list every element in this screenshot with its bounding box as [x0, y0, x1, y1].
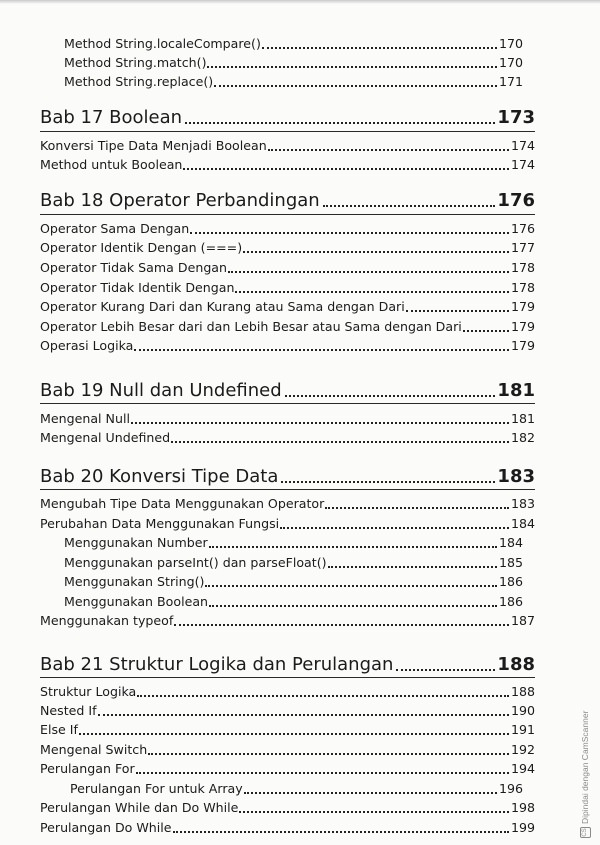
toc-entry-page: 194: [510, 761, 535, 776]
toc-entry: [40, 609, 535, 629]
chapter-heading: [40, 103, 535, 129]
toc-entry-page: 187: [510, 613, 535, 628]
dot-leader: [98, 714, 509, 716]
dot-leader: [174, 624, 509, 626]
toc-entry-page: 170: [498, 36, 523, 51]
dot-leader: [183, 168, 509, 170]
toc-entry-label: Menggunakan Number: [64, 535, 208, 550]
dot-leader: [268, 149, 509, 151]
chapter-page: 173: [497, 107, 535, 128]
dot-leader: [214, 85, 497, 87]
dot-leader: [463, 330, 509, 332]
dot-leader: [209, 605, 497, 607]
chapter-heading: [40, 376, 535, 402]
toc-entry-label: Nested If: [40, 703, 97, 718]
dot-leader: [235, 291, 508, 293]
toc-entry-page: 183: [510, 496, 535, 511]
dot-leader: [173, 831, 509, 833]
dot-leader: [406, 310, 509, 312]
toc-entry-page: 199: [510, 820, 535, 835]
toc-entry: [64, 70, 523, 90]
dot-leader: [185, 122, 495, 124]
chapter-page: 181: [497, 380, 535, 401]
toc-entry-label: Perulangan Do While: [40, 820, 172, 835]
toc-entry: [40, 680, 535, 700]
dot-leader: [228, 271, 509, 273]
toc-entry-label: Perulangan For: [40, 761, 135, 776]
toc-entry-label: Konversi Tipe Data Menjadi Boolean: [40, 138, 267, 153]
toc-entry: [40, 217, 535, 237]
toc-entry-label: Perubahan Data Menggunakan Fungsi: [40, 516, 280, 531]
dot-leader: [171, 441, 509, 443]
chapter-title: Bab 18 Operator Perbandingan: [40, 190, 320, 211]
chapter-title: Bab 21 Struktur Logika dan Perulangan: [40, 654, 394, 675]
toc-entry-label: Mengenal Null: [40, 411, 130, 426]
toc-entry: [40, 407, 535, 427]
toc-entry-label: Method String.localeCompare(): [64, 36, 261, 51]
toc-entry-label: Method untuk Boolean: [40, 157, 183, 172]
dot-leader: [281, 481, 495, 483]
chapter-heading: [40, 650, 535, 676]
dot-leader: [262, 47, 497, 49]
toc-entry-page: 185: [498, 555, 523, 570]
toc-entry-label: Operator Tidak Identik Dengan: [40, 280, 235, 295]
toc-entry: [40, 718, 535, 738]
toc-entry-label: Method String.match(): [64, 55, 207, 70]
dot-leader: [190, 232, 509, 234]
toc-entry-label: Operator Identik Dengan (===): [40, 240, 243, 255]
toc-entry-page: 179: [510, 338, 535, 353]
toc-entry-page: 196: [498, 781, 523, 796]
chapter-title: Bab 19 Null dan Undefined: [40, 380, 282, 401]
dot-leader: [148, 753, 509, 755]
dot-leader: [79, 733, 509, 735]
toc-entry-page: 179: [510, 299, 535, 314]
dot-leader: [328, 566, 497, 568]
toc-entry-page: 174: [510, 157, 535, 172]
toc-entry-page: 184: [510, 516, 535, 531]
toc-entry-label: Else If: [40, 722, 78, 737]
toc-entry-label: Operator Sama Dengan: [40, 221, 190, 236]
toc-entry: [64, 531, 523, 551]
toc-entry: [64, 570, 523, 590]
toc-entry: [40, 334, 535, 354]
toc-entry-label: Operator Lebih Besar dari dan Lebih Besar atau Sama dengan Dari: [40, 319, 462, 334]
toc-entry-page: 192: [510, 742, 535, 757]
toc-entry: [40, 699, 535, 719]
toc-entry-page: 176: [510, 221, 535, 236]
toc-entry-label: Perulangan While dan Do While: [40, 800, 239, 815]
dot-leader: [325, 507, 509, 509]
toc-entry: [40, 236, 535, 256]
toc-entry: [40, 796, 535, 816]
chapter-heading: [40, 186, 535, 212]
dot-leader: [285, 395, 496, 397]
dot-leader: [209, 546, 497, 548]
toc-entry: [40, 153, 535, 173]
toc-entry-page: 186: [498, 594, 523, 609]
dot-leader: [280, 527, 509, 529]
toc-entry: [40, 816, 535, 836]
toc-entry-page: 198: [510, 800, 535, 815]
toc-entry-page: 181: [510, 411, 535, 426]
dot-leader: [131, 422, 509, 424]
toc-entry: [40, 256, 535, 276]
chapter-title: Bab 20 Konversi Tipe Data: [40, 466, 279, 487]
toc-entry-page: 182: [510, 430, 535, 445]
toc-entry: [64, 590, 523, 610]
chapter-heading: [40, 462, 535, 488]
dot-leader: [244, 792, 497, 794]
dot-leader: [396, 669, 495, 671]
chapter-divider: [40, 677, 535, 678]
toc-entry-page: 178: [510, 280, 535, 295]
toc-entry-label: Struktur Logika: [40, 684, 137, 699]
scan-shadow: [0, 0, 600, 4]
toc-entry-label: Operator Kurang Dari dan Kurang atau Sama dengan Dari: [40, 299, 405, 314]
toc-entry: [64, 32, 523, 52]
toc-entry: [70, 777, 523, 797]
toc-entry: [64, 551, 523, 571]
toc-entry-page: 171: [498, 74, 523, 89]
toc-entry: [40, 757, 535, 777]
toc-entry-page: 184: [498, 535, 523, 550]
scanner-watermark: [580, 711, 591, 838]
toc-entry: [40, 738, 535, 758]
dot-leader: [205, 585, 497, 587]
chapter-page: 183: [497, 466, 535, 487]
camscanner-logo-icon: CS: [580, 827, 591, 838]
toc-entry-page: 177: [510, 240, 535, 255]
toc-entry-label: Mengenal Switch: [40, 742, 148, 757]
toc-entry-label: Method String.replace(): [64, 74, 214, 89]
toc-entry-page: 178: [510, 260, 535, 275]
toc-entry: [64, 51, 523, 71]
toc-entry: [40, 492, 535, 512]
dot-leader: [134, 349, 509, 351]
watermark-text: Dipindai dengan CamScanner: [580, 710, 590, 824]
toc-entry-page: 179: [510, 319, 535, 334]
dot-leader: [323, 205, 496, 207]
toc-entry-page: 188: [510, 684, 535, 699]
toc-entry-page: 191: [510, 722, 535, 737]
chapter-title: Bab 17 Boolean: [40, 107, 183, 128]
toc-entry-page: 190: [510, 703, 535, 718]
toc-entry-label: Menggunakan String(): [64, 574, 205, 589]
toc-entry-label: Operator Tidak Sama Dengan: [40, 260, 228, 275]
chapter-page: 188: [497, 654, 535, 675]
toc-entry-label: Menggunakan typeof: [40, 613, 174, 628]
chapter-divider: [40, 214, 535, 215]
chapter-divider: [40, 403, 535, 404]
chapter-divider: [40, 489, 535, 490]
toc-entry-label: Mengenal Undefined: [40, 430, 171, 445]
dot-leader: [136, 772, 509, 774]
toc-entry-label: Menggunakan parseInt() dan parseFloat(): [64, 555, 327, 570]
chapter-divider: [40, 131, 535, 132]
toc-entry: [40, 315, 535, 335]
toc-entry-page: 186: [498, 574, 523, 589]
toc-entry-label: Operasi Logika: [40, 338, 134, 353]
chapter-page: 176: [497, 190, 535, 211]
dot-leader: [243, 251, 509, 253]
toc-entry: [40, 512, 535, 532]
toc-entry-label: Menggunakan Boolean: [64, 594, 209, 609]
toc-entry-label: Mengubah Tipe Data Menggunakan Operator: [40, 496, 325, 511]
dot-leader: [239, 811, 509, 813]
dot-leader: [207, 66, 496, 68]
toc-entry: [40, 276, 535, 296]
toc-entry: [40, 295, 535, 315]
toc-entry-page: 170: [498, 55, 523, 70]
toc-entry-label: Perulangan For untuk Array: [70, 781, 243, 796]
dot-leader: [137, 695, 509, 697]
toc-entry-page: 174: [510, 138, 535, 153]
toc-entry: [40, 426, 535, 446]
toc-entry: [40, 134, 535, 154]
